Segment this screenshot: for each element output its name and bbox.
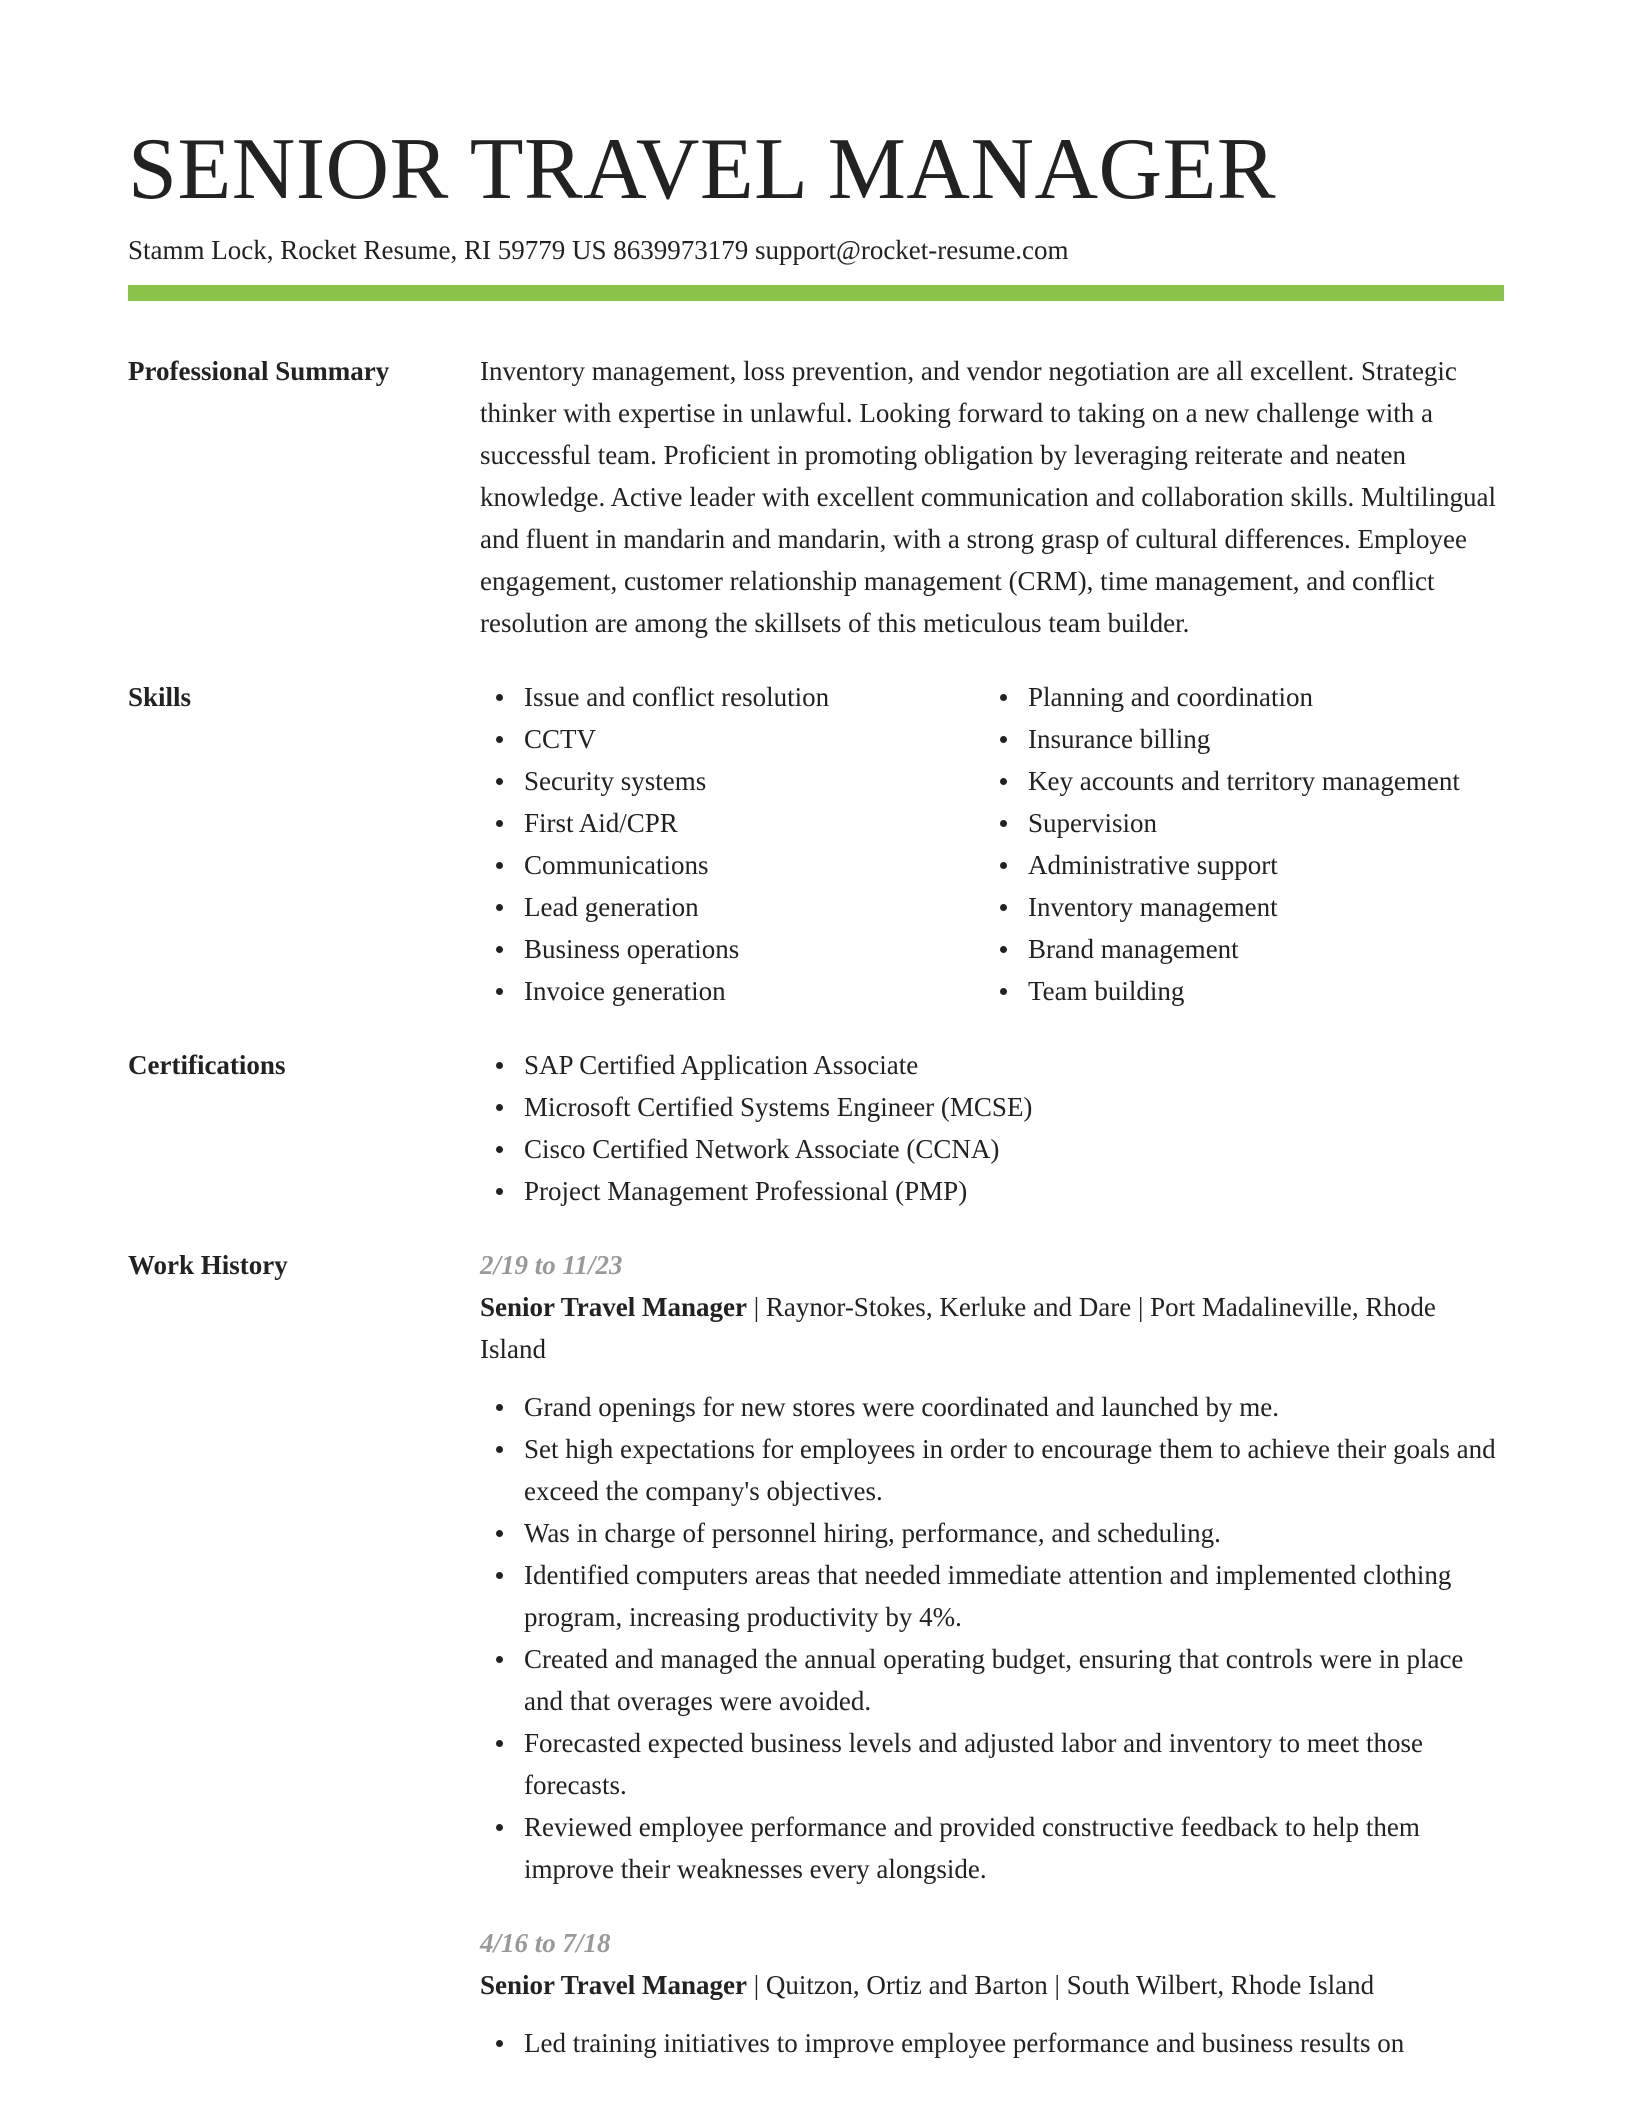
skill-item: Brand management: [984, 928, 1504, 970]
summary-body: [480, 350, 1504, 644]
section-label-summary: Professional Summary: [128, 356, 390, 386]
certifications-section: [128, 1044, 1504, 1212]
contact-line: Stamm Lock, Rocket Resume, RI 59779 US 8639973179 support@rocket-resume.com: [128, 235, 1069, 265]
section-label-skills: Skills: [128, 682, 192, 712]
work-history-section: [128, 1244, 1504, 2096]
work-history-body: [480, 1244, 1504, 2096]
job-entry: [480, 1244, 1504, 1890]
job-company-location: | Raynor-Stokes, Kerluke and Dare | Port Madalineville, Rhode Island: [480, 1292, 1436, 1364]
job-dates: 4/16 to 7/18: [480, 1928, 611, 1958]
job-duty-item: Set high expectations for employees in order to encourage them to achieve their goals and exceed the company's objectives.: [480, 1428, 1504, 1512]
certification-item: SAP Certified Application Associate: [480, 1044, 1504, 1086]
job-heading: [480, 1964, 1504, 2006]
job-duty-item: Created and managed the annual operating budget, ensuring that controls were in place and that overages were avoided.: [480, 1638, 1504, 1722]
job-entry: [480, 1922, 1504, 2064]
job-duty-item: Reviewed employee performance and provided constructive feedback to help them improve their weaknesses every alongside.: [480, 1806, 1504, 1890]
job-duties-list: [480, 2022, 1504, 2064]
skill-item: Inventory management: [984, 886, 1504, 928]
skill-item: Insurance billing: [984, 718, 1504, 760]
job-heading: [480, 1286, 1504, 1370]
skills-body: [480, 676, 1504, 1012]
skill-item: Security systems: [480, 760, 984, 802]
skill-item: Supervision: [984, 802, 1504, 844]
professional-summary-section: [128, 350, 1504, 644]
skill-item: First Aid/CPR: [480, 802, 984, 844]
job-duty-item: Led training initiatives to improve employee performance and business results on: [480, 2022, 1504, 2064]
skill-item: Planning and coordination: [984, 676, 1504, 718]
skill-item: Invoice generation: [480, 970, 984, 1012]
skill-item: Communications: [480, 844, 984, 886]
skill-item: Business operations: [480, 928, 984, 970]
certifications-list: [480, 1044, 1504, 1212]
resume-title: SENIOR TRAVEL MANAGER: [128, 121, 1277, 218]
summary-text: Inventory management, loss prevention, and vendor negotiation are all excellent. Strategic thinker with expertise in unlawful. Looking forward to taking on a new challenge with a successful team. Proficient in promoting obligation by leveraging reiterate and neaten knowledge. Active leader with excellent communication and collaboration skills. Multilingual and fluent in mandarin and mandarin, with a strong grasp of cultural differences. Employee engagement, customer relationship management (CRM), time management, and conflict resolution are among the skillsets of this meticulous team builder.: [480, 356, 1496, 638]
skill-item: Issue and conflict resolution: [480, 676, 984, 718]
certification-item: Cisco Certified Network Associate (CCNA): [480, 1128, 1504, 1170]
job-dates: 2/19 to 11/23: [480, 1250, 623, 1280]
job-company-location: | Quitzon, Ortiz and Barton | South Wilbert, Rhode Island: [746, 1970, 1375, 2000]
certification-item: Microsoft Certified Systems Engineer (MCSE): [480, 1086, 1504, 1128]
skill-item: Lead generation: [480, 886, 984, 928]
skill-item: Key accounts and territory management: [984, 760, 1504, 802]
section-label-certifications: Certifications: [128, 1050, 286, 1080]
header-divider: [128, 285, 1504, 301]
job-duty-item: Forecasted expected business levels and adjusted labor and inventory to meet those forecasts.: [480, 1722, 1504, 1806]
skills-list-right: [984, 676, 1504, 1012]
job-title: Senior Travel Manager: [480, 1292, 747, 1322]
job-title: Senior Travel Manager: [480, 1970, 747, 2000]
skills-section: [128, 676, 1504, 1012]
skill-item: CCTV: [480, 718, 984, 760]
job-duties-list: [480, 1386, 1504, 1890]
certifications-body: [480, 1044, 1504, 1212]
job-duty-item: Was in charge of personnel hiring, performance, and scheduling.: [480, 1512, 1504, 1554]
skill-item: Administrative support: [984, 844, 1504, 886]
resume-sections: [128, 350, 1504, 2096]
certification-item: Project Management Professional (PMP): [480, 1170, 1504, 1212]
skill-item: Team building: [984, 970, 1504, 1012]
skills-list-left: [480, 676, 984, 1012]
section-label-work-history: Work History: [128, 1250, 288, 1280]
job-duty-item: Identified computers areas that needed immediate attention and implemented clothing program, increasing productivity by 4%.: [480, 1554, 1504, 1638]
job-duty-item: Grand openings for new stores were coordinated and launched by me.: [480, 1386, 1504, 1428]
